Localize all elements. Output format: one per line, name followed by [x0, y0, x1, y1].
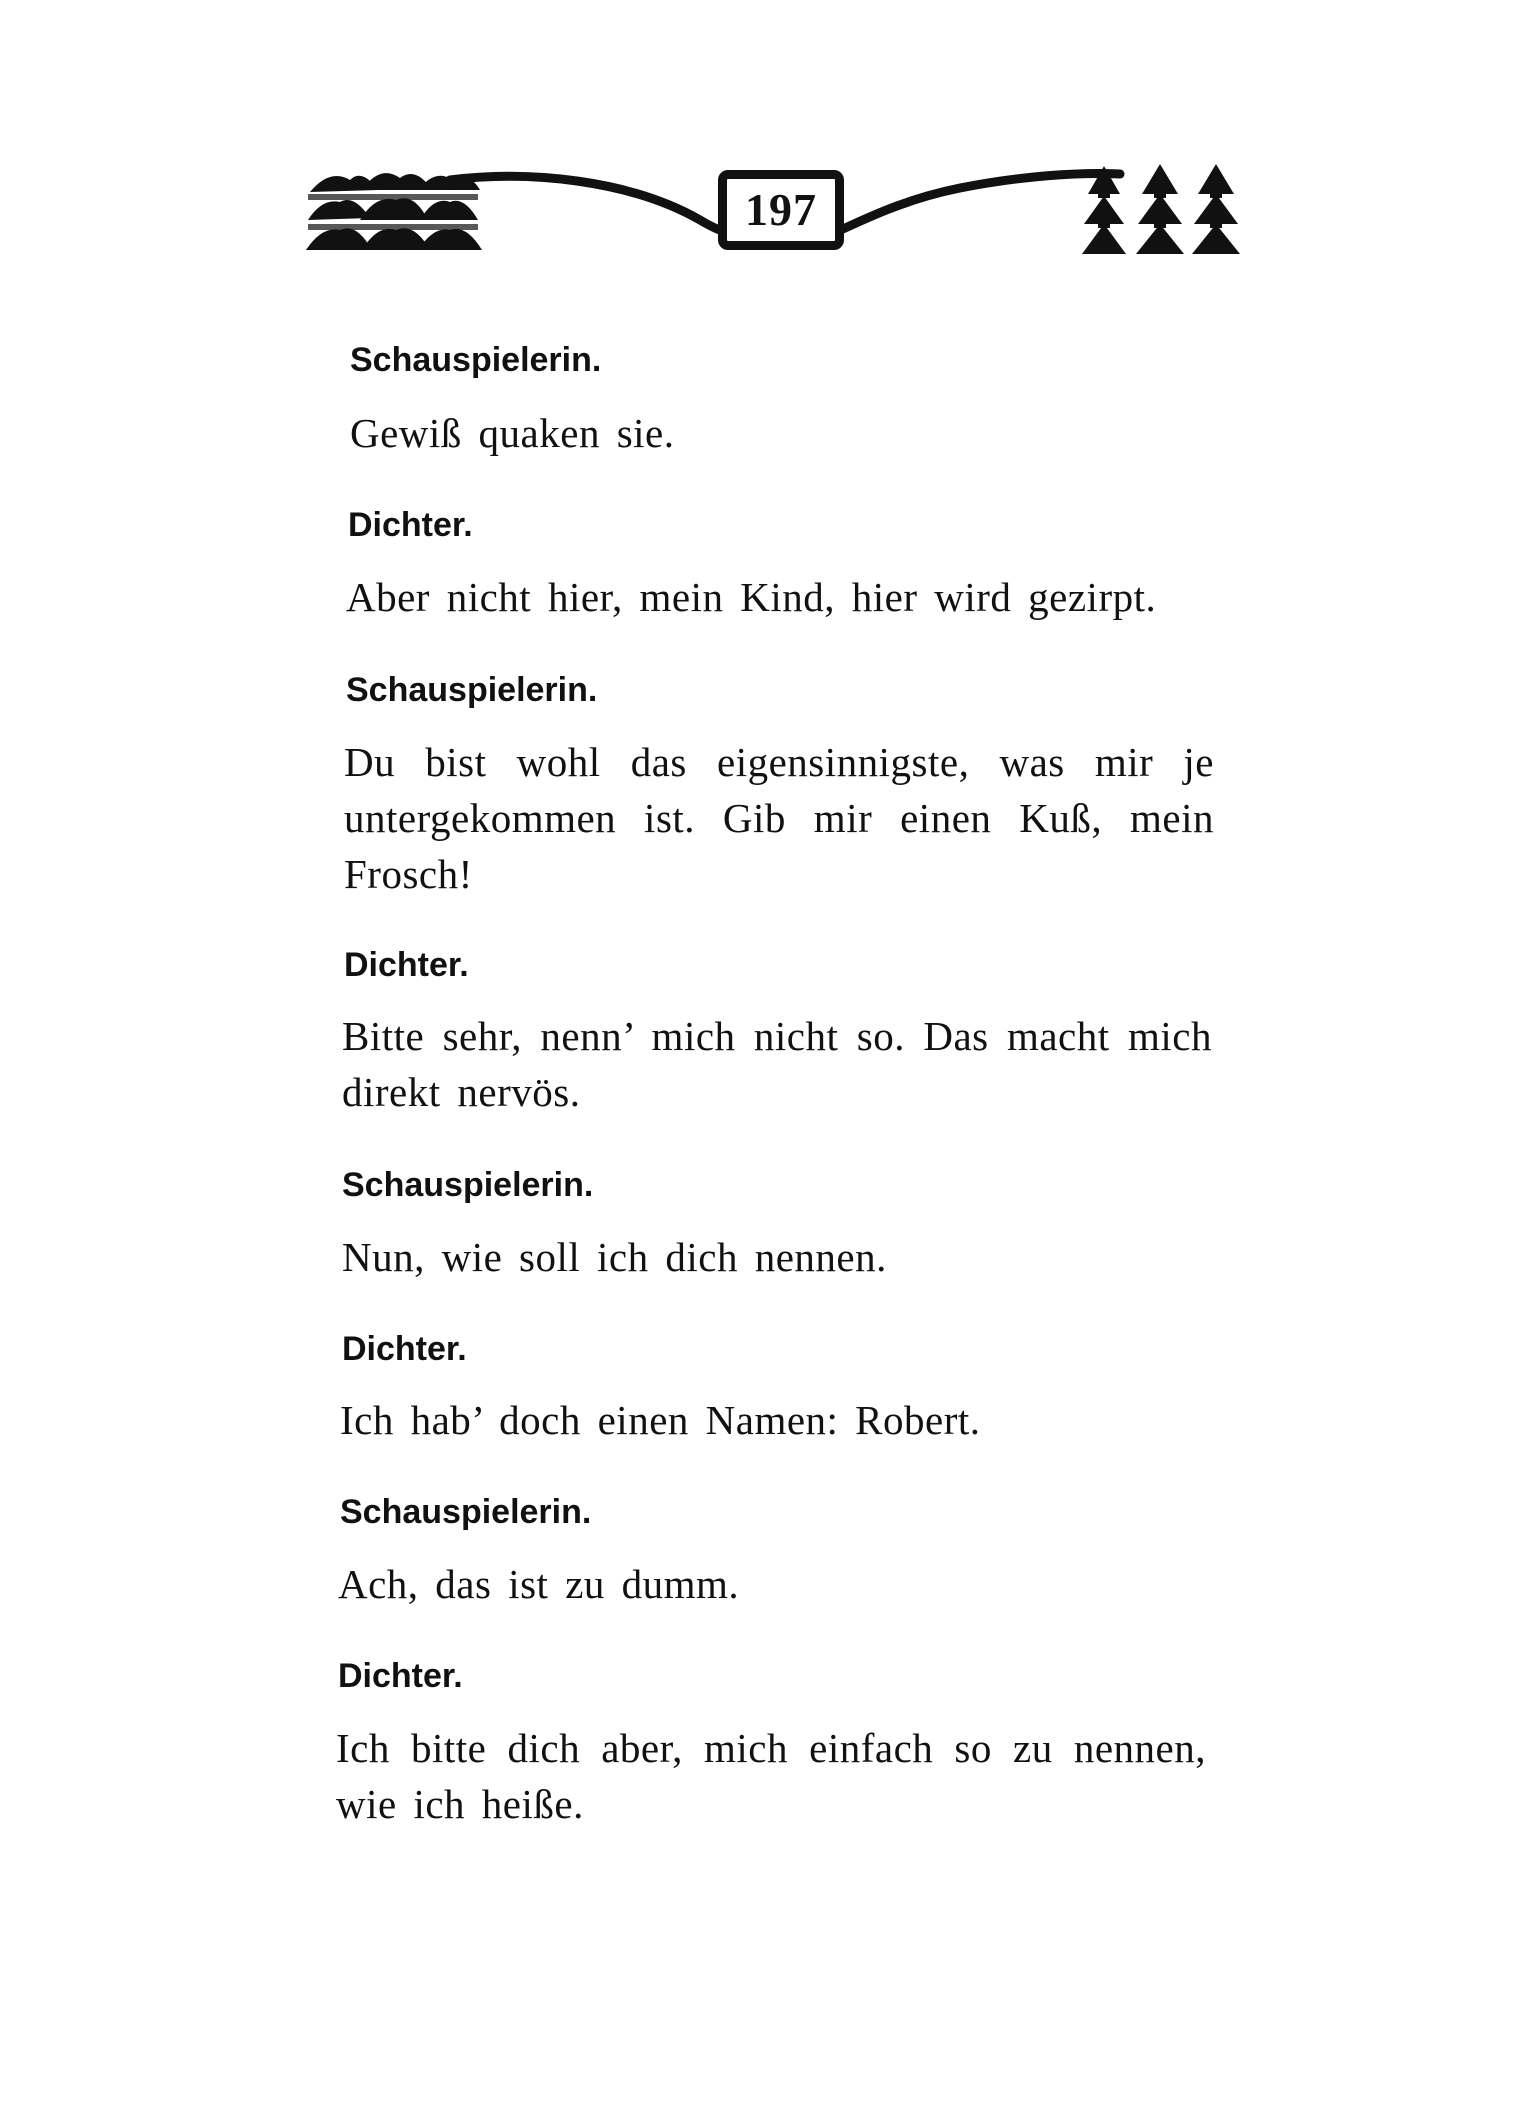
speaker-label: Dichter.: [348, 506, 473, 544]
speaker-label: Dichter.: [344, 946, 469, 984]
speaker-label: Schauspielerin.: [342, 1166, 594, 1204]
speech-text: Du bist wohl das eigensinnigste, was mir je untergekommen ist. Gib mir einen Kuß, mein Frosch!: [344, 739, 1214, 897]
speaker-label: Schauspielerin.: [346, 671, 598, 709]
speech-text: Ach, das ist zu dumm.: [338, 1561, 740, 1607]
speaker-label: Schauspielerin.: [350, 341, 602, 379]
page-number: 197: [745, 184, 817, 235]
speech-text: Bitte sehr, nenn’ mich nicht so. Das macht mich direkt nervös.: [342, 1013, 1212, 1115]
speaker-label: Dichter.: [338, 1657, 463, 1695]
speaker-label: Dichter.: [342, 1330, 467, 1368]
speaker-label: Schauspielerin.: [340, 1493, 592, 1531]
speech-text: Ich hab’ doch einen Namen: Robert.: [340, 1397, 981, 1443]
speech-text: Gewiß quaken sie.: [350, 410, 675, 456]
speech-text: Ich bitte dich aber, mich einfach so zu nennen, wie ich heiße.: [336, 1725, 1206, 1827]
speech-text: Nun, wie soll ich dich nennen.: [342, 1234, 887, 1280]
speech-text: Aber nicht hier, mein Kind, hier wird gezirpt.: [346, 574, 1157, 620]
